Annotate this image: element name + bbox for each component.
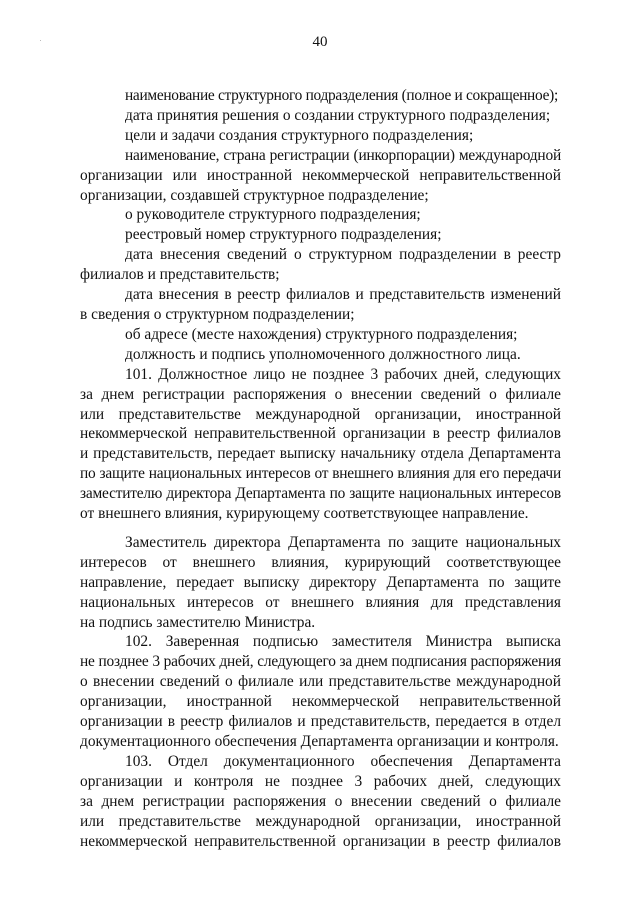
text-line: заместителю директора Департамента по защите национальных интересов xyxy=(80,485,561,503)
text-line: 102. Заверенная подписью заместителя Министра выписка xyxy=(125,633,561,651)
text-line: реестровый номер структурного подразделения; xyxy=(125,226,442,244)
text-line: в сведения о структурном подразделении; xyxy=(80,305,355,323)
text-line: 101. Должностное лицо не позднее 3 рабочих дней, следующих xyxy=(125,365,561,383)
text-line: дата принятия решения о создании структурного подразделения; xyxy=(125,106,551,124)
text-line: за днем регистрации распоряжения о внесении сведений о филиале xyxy=(80,385,561,403)
text-line: на подпись заместителю Министра. xyxy=(80,613,316,631)
text-line: 103. Отдел документационного обеспечения Департамента xyxy=(125,752,561,770)
text-line: филиалов и представительств; xyxy=(80,266,280,284)
text-line: за днем регистрации распоряжения о внесении сведений о филиале xyxy=(80,792,561,810)
document-body xyxy=(80,86,561,851)
text-line: или представительстве международной организации, иностранной xyxy=(80,812,561,830)
text-line: интересов от внешнего влияния, курирующий соответствующее xyxy=(80,553,561,571)
text-line: организации в реестр филиалов и представительств, передается в отдел xyxy=(80,713,561,731)
text-line: о внесении сведений о филиале или представительстве международной xyxy=(80,673,561,691)
paragraph-gap xyxy=(80,524,561,533)
text-line: национальных интересов от внешнего влияния для представления xyxy=(80,593,561,611)
text-line: организации и контроля не позднее 3 рабочих дней, следующих xyxy=(80,772,561,790)
text-line: не позднее 3 рабочих дней, следующего за днем подписания распоряжения xyxy=(80,653,561,671)
text-line: Заместитель директора Департамента по защите национальных xyxy=(125,533,561,551)
text-line: дата внесения сведений о структурном подразделении в реестр xyxy=(125,246,561,264)
text-line: некоммерческой неправительственной организации в реестр филиалов xyxy=(80,832,561,850)
text-line: некоммерческой неправительственной организации в реестр филиалов xyxy=(80,425,561,443)
scan-speck xyxy=(40,40,41,41)
text-line: по защите национальных интересов от внешнего влияния для его передачи xyxy=(80,465,561,483)
text-line: документационного обеспечения Департамента организации и контроля. xyxy=(80,733,559,750)
text-line: организации, иностранной некоммерческой неправительственной xyxy=(80,693,561,711)
text-line: дата внесения в реестр филиалов и представительств изменений xyxy=(125,286,561,304)
text-line: наименование, страна регистрации (инкорпорации) международной xyxy=(125,146,561,164)
text-line: должность и подпись уполномоченного должностного лица. xyxy=(125,345,521,363)
text-line: от внешнего влияния, курирующему соответствующее направление. xyxy=(80,505,529,523)
text-line: цели и задачи создания структурного подразделения; xyxy=(125,126,474,144)
page-number: 40 xyxy=(312,34,328,50)
text-line: наименование структурного подразделения (полное и сокращенное); xyxy=(125,87,558,104)
text-line: и представительств, передает выписку начальнику отдела Департамента xyxy=(80,445,561,463)
text-line: о руководителе структурного подразделения; xyxy=(125,206,421,224)
text-line: об адресе (месте нахождения) структурного подразделения; xyxy=(125,325,518,343)
text-line: организации, создавшей структурное подразделение; xyxy=(80,186,429,204)
text-line: организации или иностранной некоммерческой неправительственной xyxy=(80,166,561,184)
text-line: направление, передает выписку директору Департамента по защите xyxy=(80,573,561,591)
text-line: или представительстве международной организации, иностранной xyxy=(80,405,561,423)
